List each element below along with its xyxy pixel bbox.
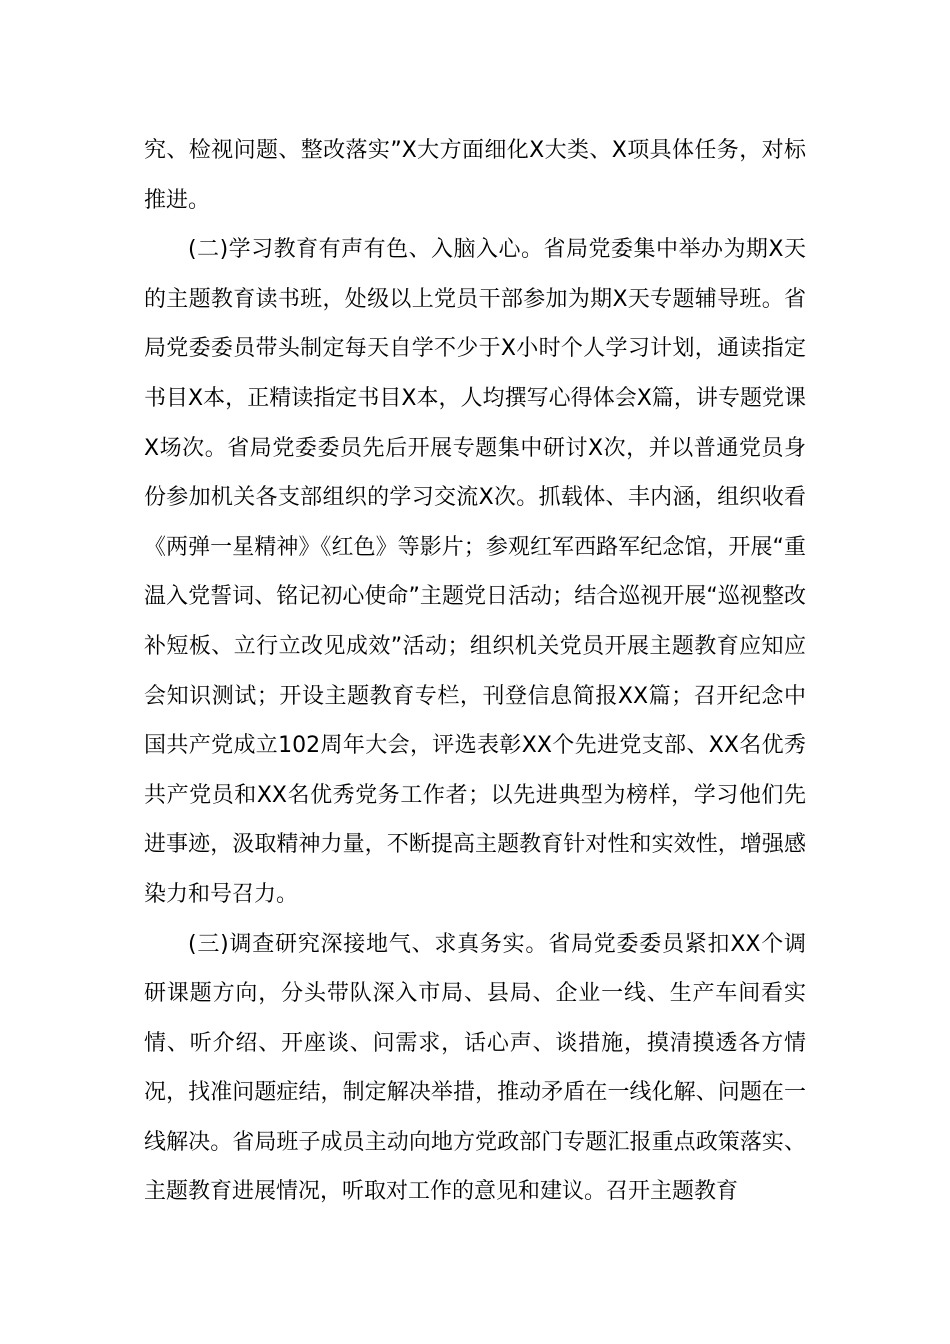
paragraph-study-education: (二)学习教育有声有色、入脑入心。省局党委集中举办为期X天的主题教育读书班，处级以上党员干部参加为期X天专题辅导班。省局党委委员带头制定每天自学不少于X小时个人学习计划，通读指定书目X本，正精读指定书目X本，人均撰写心得体会X篇，讲专题党课X场次。省局党委委员先后开展专题集中研讨X次，并以普通党员身份参加机关各支部组织的学习交流X次。抓载体、丰内涵，组织收看《两弹一星精神》《红色》等影片；参观红军西路军纪念馆，开展“重温入党誓词、铭记初心使命”主题党日活动；结合巡视开展“巡视整改补短板、立行立改见成效”活动；组织机关党员开展主题教育应知应会知识测试；开设主题教育专栏，刊登信息简报XX篇；召开纪念中国共产党成立102周年大会，评选表彰XX个先进党支部、XX名优秀共产党员和XX名优秀党务工作者；以先进典型为榜样，学习他们先进事迹，汲取精神力量，不断提高主题教育针对性和实效性，增强感染力和号召力。 — [144, 237, 806, 907]
paragraph-investigation-research: (三)调查研究深接地气、求真务实。省局党委委员紧扣XX个调研课题方向，分头带队深入市局、县局、企业一线、生产车间看实情、听介绍、开座谈、问需求，话心声、谈措施，摸清摸透各方情况，找准问题症结，制定解决举措，推动矛盾在一线化解、问题在一线解决。省局班子成员主动向地方党政部门专题汇报重点政策落实、主题教育进展情况，听取对工作的意见和建议。召开主题教育 — [144, 931, 806, 1205]
paragraph-continuation: 究、检视问题、整改落实”X大方面细化X大类、X项具体任务，对标推进。 — [144, 138, 806, 213]
document-page — [144, 126, 806, 1217]
